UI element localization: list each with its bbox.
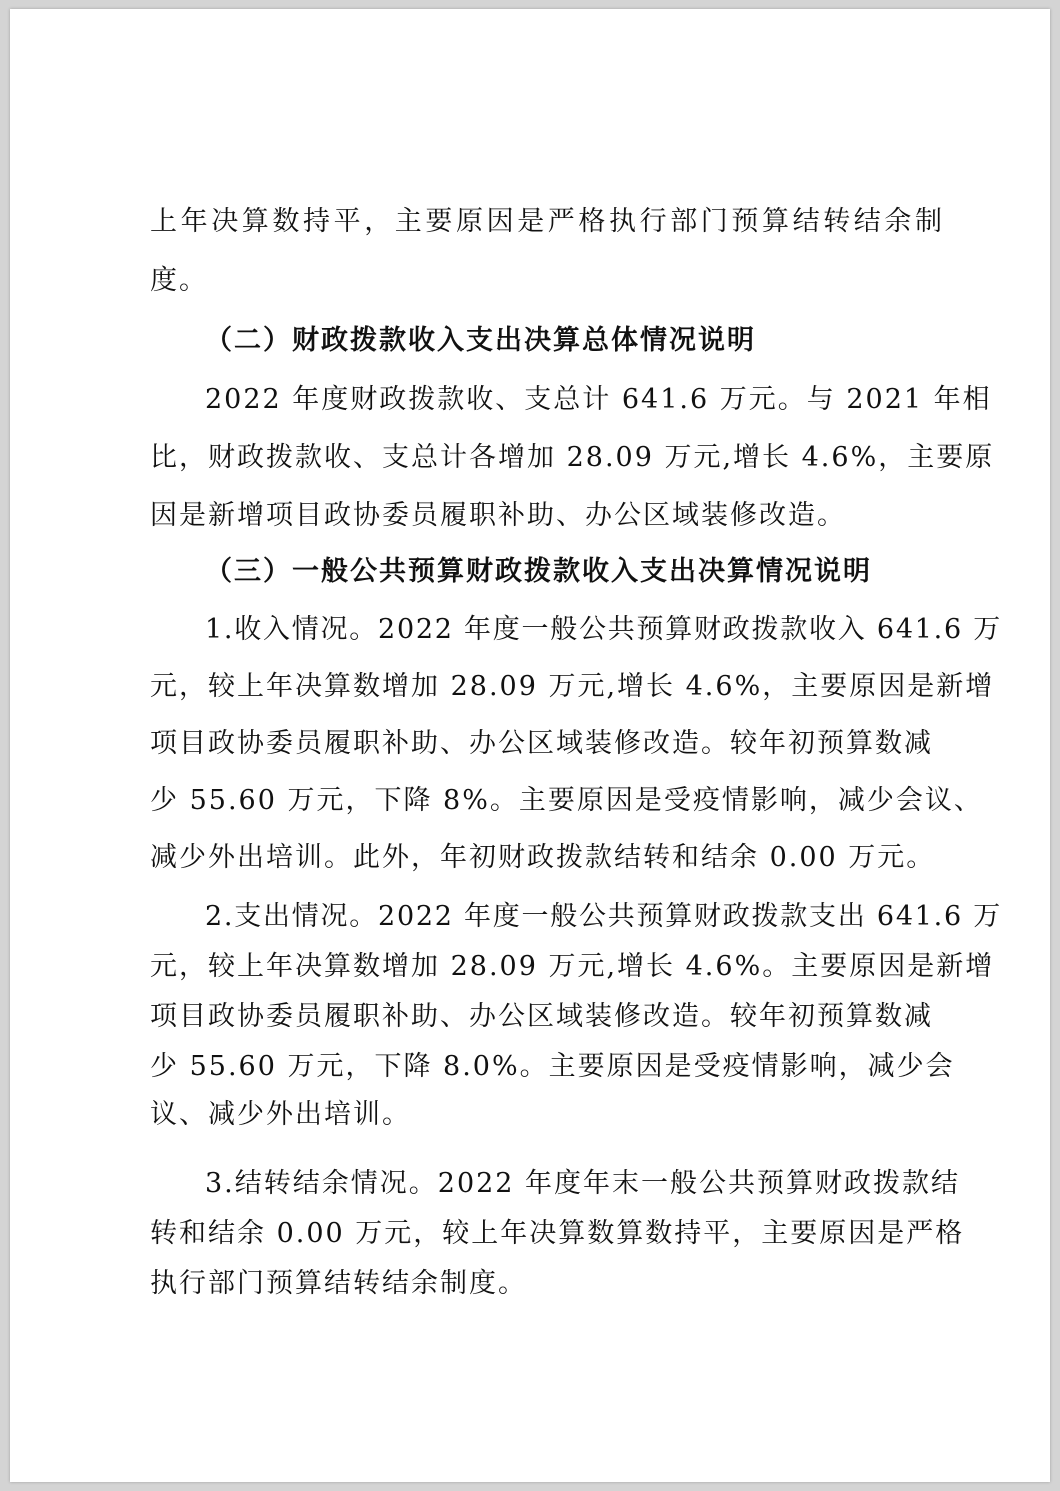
text-line: 执行部门预算结转结余制度。 xyxy=(150,1268,527,1299)
text-line: 项目政协委员履职补助、办公区域装修改造。较年初预算数减 xyxy=(150,1001,933,1032)
text-line: 减少外出培训。此外，年初财政拨款结转和结余 0.00 万元。 xyxy=(150,842,936,873)
text-line: 少 55.60 万元，下降 8.0%。主要原因是受疫情影响，减少会 xyxy=(150,1051,955,1082)
text-line: 少 55.60 万元，下降 8%。主要原因是受疫情影响，减少会议、 xyxy=(150,785,983,816)
text-line: 上年决算数持平，主要原因是严格执行部门预算结转结余制 xyxy=(150,206,946,237)
text-line: 项目政协委员履职补助、办公区域装修改造。较年初预算数减 xyxy=(150,728,933,759)
text-line: 2022 年度财政拨款收、支总计 641.6 万元。与 2021 年相 xyxy=(205,384,992,415)
text-line: 1.收入情况。2022 年度一般公共预算财政拨款收入 641.6 万 xyxy=(205,614,1003,645)
text-line: 3.结转结余情况。2022 年度年末一般公共预算财政拨款结 xyxy=(205,1168,961,1199)
section-heading: （三）一般公共预算财政拨款收入支出决算情况说明 xyxy=(205,556,872,587)
text-line: 比，财政拨款收、支总计各增加 28.09 万元,增长 4.6%，主要原 xyxy=(150,442,995,473)
text-line: 元，较上年决算数增加 28.09 万元,增长 4.6%。主要原因是新增 xyxy=(150,951,995,982)
section-heading: （二）财政拨款收入支出决算总体情况说明 xyxy=(205,325,756,356)
text-line: 转和结余 0.00 万元，较上年决算数算数持平，主要原因是严格 xyxy=(150,1218,965,1249)
document-page xyxy=(10,9,1050,1482)
text-line: 度。 xyxy=(150,265,208,296)
text-line: 2.支出情况。2022 年度一般公共预算财政拨款支出 641.6 万 xyxy=(205,901,1003,932)
text-line: 元，较上年决算数增加 28.09 万元,增长 4.6%，主要原因是新增 xyxy=(150,671,995,702)
text-line: 因是新增项目政协委员履职补助、办公区域装修改造。 xyxy=(150,500,846,531)
text-line: 议、减少外出培训。 xyxy=(150,1099,411,1130)
